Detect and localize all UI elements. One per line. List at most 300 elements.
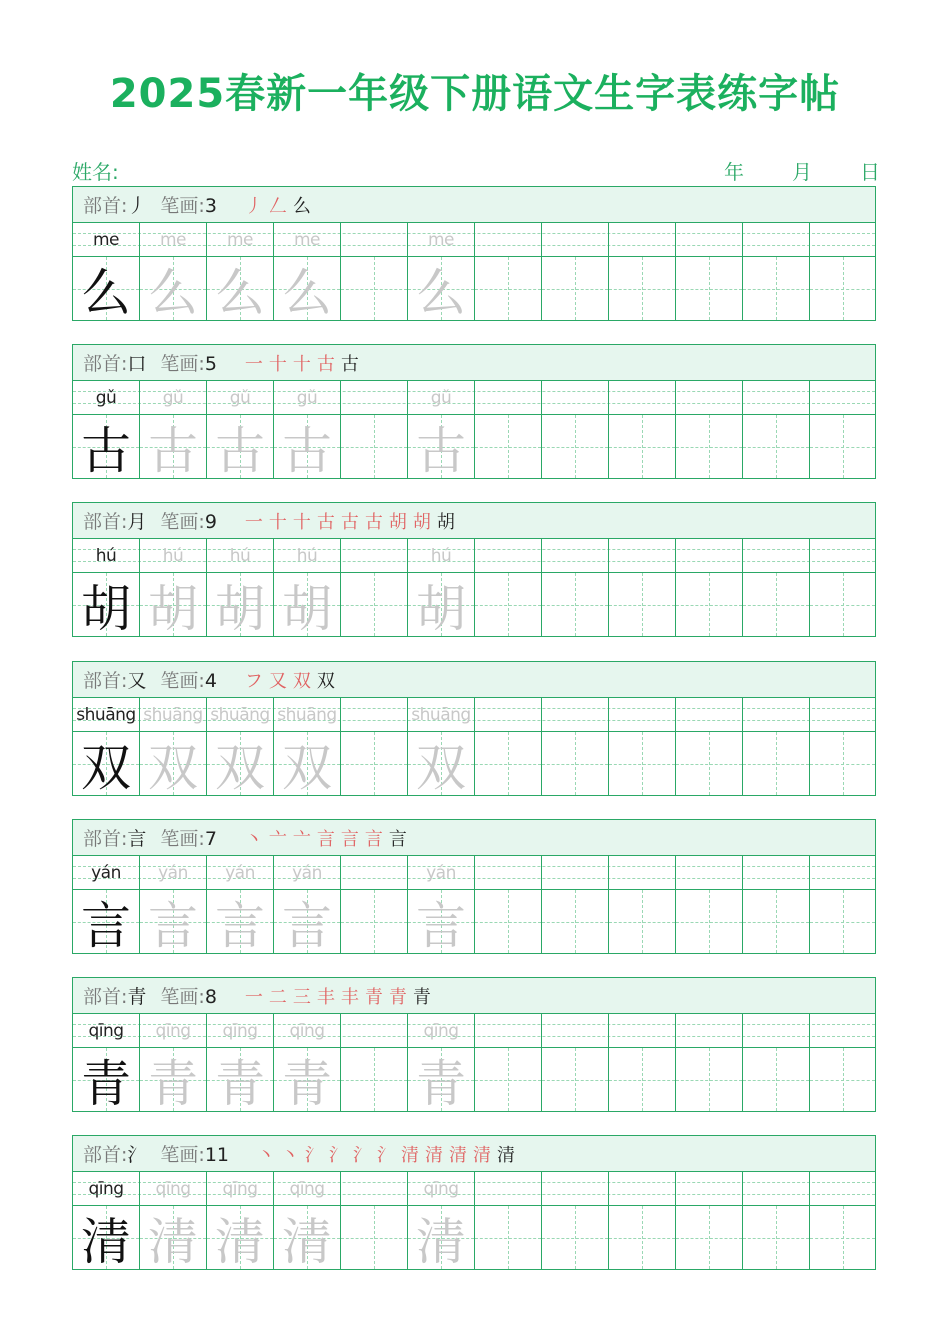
writing-cell[interactable] [475,732,542,795]
pinyin-cell [73,698,140,731]
tracing-character: 言 [282,896,332,955]
stroke-order-step: 胡 [412,511,431,533]
name-label: 姓名: [72,160,119,184]
radical-info [83,982,146,1009]
tracing-pinyin: hú [229,545,251,566]
pinyin-cell [207,1014,274,1047]
writing-cell[interactable] [140,415,207,478]
writing-cell[interactable] [810,415,875,478]
writing-cell[interactable] [274,1048,341,1111]
writing-cell[interactable] [73,1206,140,1269]
tracing-pinyin: yán [158,862,188,883]
radical-info [83,191,146,218]
writing-cell[interactable] [743,415,810,478]
writing-cell[interactable] [609,257,676,320]
pinyin-cell [207,381,274,414]
stroke-order-step: 古 [316,511,335,533]
pinyin-cell [475,539,542,572]
tracing-character: 清 [148,1212,198,1271]
writing-cell[interactable] [140,1048,207,1111]
pinyin: shuāng [76,704,136,725]
writing-cell[interactable] [408,890,475,953]
pinyin-cell [140,856,207,889]
writing-cell[interactable] [73,573,140,636]
pinyin-cell [73,1014,140,1047]
writing-cell[interactable] [676,257,743,320]
pinyin-cell [73,381,140,414]
stroke-count-info [160,824,217,851]
radical-value: 口 [127,353,147,375]
writing-cell[interactable] [542,890,609,953]
writing-cell[interactable] [609,415,676,478]
stroke-order-step: 丶 [244,828,263,850]
writing-row [73,257,875,320]
writing-cell[interactable] [274,415,341,478]
tracing-character: 么 [282,263,332,322]
stroke-order-step: 氵 [305,1144,324,1166]
pinyin-cell [609,698,676,731]
model-character: 青 [81,1054,131,1113]
tracing-character: 言 [148,896,198,955]
tracing-pinyin: gǔ [162,387,184,408]
stroke-count-label: 笔画: [160,670,205,692]
stroke-order-step: 十 [292,511,311,533]
writing-cell[interactable] [743,1206,810,1269]
stroke-order-step: 十 [268,353,287,375]
writing-cell[interactable] [408,1048,475,1111]
pinyin-cell [475,698,542,731]
tracing-character: 古 [148,421,198,480]
writing-cell[interactable] [542,257,609,320]
pinyin-cell [73,1172,140,1205]
stroke-order-step: 一 [244,353,263,375]
stroke-count-info [160,1140,229,1167]
pinyin-cell [408,1014,475,1047]
day-label: 日 [860,160,880,184]
radical-value: 氵 [127,1144,147,1166]
stroke-count-label: 笔画: [160,986,205,1008]
pinyin: qīng [88,1178,124,1199]
writing-cell[interactable] [341,1048,408,1111]
pinyin-cell [475,381,542,414]
page-title: 2025春新一年级下册语文生字表练字帖 [109,71,841,117]
character-block [72,819,876,954]
stroke-order-step: 二 [268,986,287,1008]
pinyin-cell [542,539,609,572]
writing-cell[interactable] [207,1206,274,1269]
tracing-pinyin: me [427,229,455,250]
tracing-character: 古 [282,421,332,480]
pinyin-cell [341,539,408,572]
pinyin-cell [743,539,810,572]
pinyin-cell [207,223,274,256]
stroke-order-step: 十 [292,353,311,375]
stroke-count-label: 笔画: [160,1144,205,1166]
writing-cell[interactable] [408,573,475,636]
stroke-count-label: 笔画: [160,353,205,375]
stroke-order-step: 丰 [316,986,335,1008]
writing-cell[interactable] [274,890,341,953]
pinyin-cell [542,1172,609,1205]
pinyin-cell [676,223,743,256]
stroke-order-step: 古 [364,511,383,533]
character-info-header [73,978,875,1014]
writing-cell[interactable] [676,415,743,478]
tracing-character: 双 [148,738,198,797]
pinyin-cell [676,539,743,572]
stroke-order-sequence [245,192,311,218]
writing-row [73,573,875,636]
character-block [72,661,876,796]
tracing-character: 青 [148,1054,198,1113]
radical-info [83,349,146,376]
writing-row [73,1206,875,1269]
pinyin-cell [408,381,475,414]
tracing-character: 古 [215,421,265,480]
character-info-header [73,820,875,856]
stroke-order-step: 清 [401,1144,420,1166]
radical-label: 部首: [83,1144,128,1166]
pinyin-cell [609,1014,676,1047]
writing-cell[interactable] [676,1048,743,1111]
stroke-order-sequence [245,825,407,851]
tracing-pinyin: shuāng [210,704,270,725]
writing-cell[interactable] [341,1206,408,1269]
writing-cell[interactable] [73,890,140,953]
pinyin-cell [140,223,207,256]
pinyin-cell [408,1172,475,1205]
tracing-character: 古 [416,421,466,480]
pinyin-cell [676,856,743,889]
pinyin-cell [140,1014,207,1047]
stroke-order-step: 氵 [329,1144,348,1166]
writing-cell[interactable] [408,732,475,795]
writing-cell[interactable] [475,1206,542,1269]
stroke-order-sequence [245,667,335,693]
year-label: 年 [724,160,744,184]
pinyin-cell [140,539,207,572]
tracing-pinyin: me [293,229,321,250]
pinyin-cell [274,539,341,572]
model-character: 双 [81,738,131,797]
radical-label: 部首: [83,195,128,217]
tracing-character: 双 [416,738,466,797]
tracing-character: 清 [282,1212,332,1271]
pinyin-cell [140,1172,207,1205]
stroke-count-value: 9 [204,511,217,533]
pinyin-cell [341,1172,408,1205]
character-block [72,502,876,637]
tracing-character: 青 [282,1054,332,1113]
pinyin-cell [542,856,609,889]
writing-cell[interactable] [676,890,743,953]
pinyin-cell [810,1014,875,1047]
pinyin-cell [542,381,609,414]
radical-info [83,1140,146,1167]
writing-cell[interactable] [274,1206,341,1269]
stroke-order-step: 丶 [281,1144,300,1166]
writing-cell[interactable] [609,890,676,953]
writing-cell[interactable] [542,573,609,636]
writing-cell[interactable] [475,890,542,953]
pinyin-cell [609,1172,676,1205]
writing-cell[interactable] [743,257,810,320]
writing-cell[interactable] [341,415,408,478]
writing-cell[interactable] [73,1048,140,1111]
writing-cell[interactable] [810,257,875,320]
pinyin-cell [207,698,274,731]
stroke-count-value: 4 [204,670,217,692]
radical-info [83,666,146,693]
writing-row [73,415,875,478]
writing-cell[interactable] [676,732,743,795]
pinyin-cell [140,381,207,414]
pinyin-cell [676,698,743,731]
stroke-order-step: 清 [449,1144,468,1166]
writing-cell[interactable] [408,257,475,320]
writing-cell[interactable] [341,573,408,636]
pinyin-cell [609,223,676,256]
pinyin-cell [73,539,140,572]
writing-cell[interactable] [140,732,207,795]
pinyin-cell [73,223,140,256]
writing-cell[interactable] [140,890,207,953]
writing-cell[interactable] [73,257,140,320]
pinyin-cell [341,856,408,889]
tracing-pinyin: me [159,229,187,250]
tracing-character: 么 [416,263,466,322]
pinyin-cell [743,381,810,414]
character-info-header [73,503,875,539]
stroke-count-info [160,191,217,218]
writing-cell[interactable] [676,1206,743,1269]
writing-cell[interactable] [475,415,542,478]
stroke-count-value: 7 [204,828,217,850]
writing-row [73,1048,875,1111]
model-character: 胡 [81,579,131,638]
pinyin: me [92,229,120,250]
stroke-count-value: 5 [204,353,217,375]
writing-cell[interactable] [73,732,140,795]
pinyin: hú [95,545,117,566]
tracing-character: 清 [215,1212,265,1271]
date-labels [724,156,880,185]
pinyin-cell [810,856,875,889]
pinyin-cell [341,223,408,256]
writing-cell[interactable] [207,890,274,953]
tracing-pinyin: gǔ [296,387,318,408]
pinyin-cell [609,381,676,414]
writing-cell[interactable] [743,890,810,953]
stroke-order-step: 清 [473,1144,492,1166]
stroke-count-label: 笔画: [160,511,205,533]
writing-cell[interactable] [609,1206,676,1269]
writing-cell[interactable] [140,1206,207,1269]
pinyin-cell [207,856,274,889]
stroke-order-step: 清 [425,1144,444,1166]
pinyin-cell [408,223,475,256]
writing-cell[interactable] [609,732,676,795]
pinyin-cell [743,856,810,889]
radical-label: 部首: [83,670,128,692]
tracing-character: 双 [282,738,332,797]
writing-cell[interactable] [207,1048,274,1111]
stroke-order-sequence [245,350,359,376]
stroke-order-step: 古 [340,353,359,375]
stroke-order-step: 青 [412,986,431,1008]
writing-cell[interactable] [408,1206,475,1269]
pinyin-cell [542,223,609,256]
tracing-pinyin: qīng [222,1178,258,1199]
radical-label: 部首: [83,986,128,1008]
pinyin-cell [274,223,341,256]
writing-cell[interactable] [810,1206,875,1269]
pinyin-cell [810,381,875,414]
writing-cell[interactable] [73,415,140,478]
writing-cell[interactable] [810,890,875,953]
writing-cell[interactable] [207,732,274,795]
writing-cell[interactable] [475,257,542,320]
pinyin-cell [274,1014,341,1047]
character-info-header [73,662,875,698]
model-character: 古 [81,421,131,480]
stroke-order-step: 言 [388,828,407,850]
stroke-order-step: 言 [364,828,383,850]
writing-cell[interactable] [341,890,408,953]
writing-cell[interactable] [274,573,341,636]
radical-label: 部首: [83,353,128,375]
pinyin-cell [341,1014,408,1047]
tracing-pinyin: qīng [155,1178,191,1199]
stroke-order-step: 又 [268,670,287,692]
pinyin-cell [274,856,341,889]
character-block [72,344,876,479]
tracing-pinyin: hú [430,545,452,566]
stroke-count-label: 笔画: [160,828,205,850]
stroke-order-step: 十 [268,511,287,533]
tracing-pinyin: me [226,229,254,250]
writing-cell[interactable] [341,257,408,320]
pinyin-cell [475,1014,542,1047]
pinyin-cell [475,223,542,256]
writing-cell[interactable] [743,1048,810,1111]
writing-cell[interactable] [207,257,274,320]
writing-cell[interactable] [542,1206,609,1269]
pinyin-cell [274,698,341,731]
month-label: 月 [792,160,812,184]
radical-value: 青 [127,986,147,1008]
pinyin-cell [743,1014,810,1047]
tracing-character: 清 [416,1212,466,1271]
model-character: 言 [81,896,131,955]
radical-value: 言 [127,828,147,850]
stroke-order-step: 青 [364,986,383,1008]
pinyin-cell [140,698,207,731]
writing-cell[interactable] [743,732,810,795]
stroke-order-step: 亠 [268,828,287,850]
character-info-header [73,345,875,381]
writing-cell[interactable] [341,732,408,795]
tracing-pinyin: qīng [423,1178,459,1199]
writing-cell[interactable] [542,1048,609,1111]
writing-cell[interactable] [743,573,810,636]
stroke-count-value: 11 [204,1144,230,1166]
pinyin-cell [676,381,743,414]
writing-cell[interactable] [609,1048,676,1111]
stroke-order-step: 亠 [292,828,311,850]
stroke-order-step: 言 [316,828,335,850]
writing-cell[interactable] [810,732,875,795]
stroke-order-step: 𠃋 [268,195,287,217]
pinyin-cell [408,539,475,572]
writing-cell[interactable] [207,415,274,478]
writing-cell[interactable] [475,573,542,636]
stroke-order-step: 氵 [353,1144,372,1166]
character-block [72,1135,876,1270]
tracing-pinyin: shuāng [411,704,471,725]
tracing-pinyin: hú [296,545,318,566]
writing-cell[interactable] [542,732,609,795]
tracing-character: 青 [215,1054,265,1113]
stroke-order-sequence [245,508,455,534]
stroke-order-step: 古 [316,353,335,375]
stroke-order-step: 氵 [377,1144,396,1166]
pinyin-cell [73,856,140,889]
tracing-pinyin: qīng [423,1020,459,1041]
writing-cell[interactable] [810,573,875,636]
writing-cell[interactable] [810,1048,875,1111]
writing-cell[interactable] [475,1048,542,1111]
pinyin-cell [743,698,810,731]
pinyin-cell [341,698,408,731]
tracing-pinyin: qīng [155,1020,191,1041]
pinyin-cell [475,1172,542,1205]
stroke-count-info [160,507,217,534]
tracing-pinyin: qīng [289,1020,325,1041]
stroke-order-step: フ [244,670,263,692]
pinyin-cell [408,856,475,889]
writing-cell[interactable] [609,573,676,636]
writing-cell[interactable] [140,257,207,320]
stroke-count-info [160,349,217,376]
writing-cell[interactable] [274,732,341,795]
pinyin: qīng [88,1020,124,1041]
tracing-character: 么 [148,263,198,322]
model-character: 清 [81,1212,131,1271]
tracing-pinyin: shuāng [277,704,337,725]
stroke-order-step: 丰 [340,986,359,1008]
writing-cell[interactable] [676,573,743,636]
radical-value: 又 [127,670,147,692]
tracing-pinyin: yán [225,862,255,883]
pinyin-cell [609,539,676,572]
writing-cell[interactable] [207,573,274,636]
tracing-character: 胡 [215,579,265,638]
tracing-pinyin: yán [292,862,322,883]
stroke-order-step: 丿 [244,195,263,217]
writing-cell[interactable] [542,415,609,478]
stroke-order-step: 双 [292,670,311,692]
writing-cell[interactable] [140,573,207,636]
stroke-order-step: 双 [316,670,335,692]
writing-cell[interactable] [274,257,341,320]
writing-cell[interactable] [408,415,475,478]
tracing-character: 言 [416,896,466,955]
stroke-count-info [160,666,217,693]
pinyin-cell [542,698,609,731]
radical-info [83,824,146,851]
tracing-character: 胡 [148,579,198,638]
